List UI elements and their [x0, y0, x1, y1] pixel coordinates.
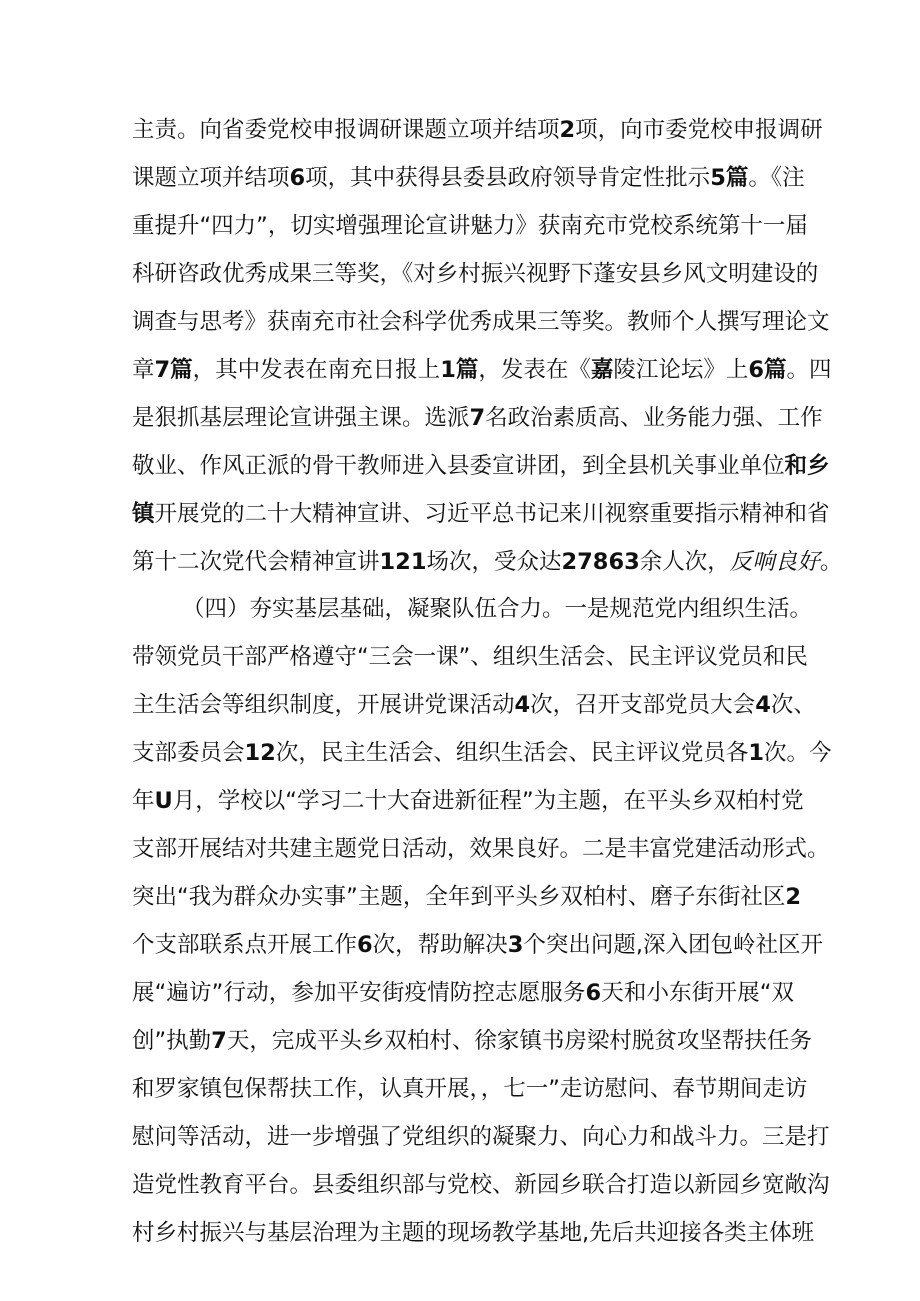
text-line — [132, 544, 843, 580]
text-run: 名政治素质高、业务能力强、工作 — [485, 405, 823, 431]
text-line — [132, 1071, 808, 1107]
text-line — [132, 160, 805, 196]
text-run: 个突出问题,深入团包岭社区开 — [523, 932, 823, 958]
text-run: 村乡村振兴与基层治理为主题的现场教学基地,先后共迎接各类主体班 — [132, 1220, 815, 1246]
text-run: 年 — [132, 788, 155, 814]
text-run: 重提升“四力”，切实增强理论宣讲魅力》获南充市党校系统第十一届 — [132, 213, 808, 239]
text-run: 主责。向省委党校申报调研课题立项并结项 — [132, 117, 560, 143]
text-run: 7 — [469, 405, 486, 431]
text-run: 27863 — [561, 549, 640, 575]
text-run: 5篇 — [710, 165, 749, 191]
text-line — [132, 496, 830, 532]
text-run: 和罗家镇包保帮扶工作，认真开展，，七一”走访慰问、春节期间走访 — [132, 1076, 808, 1102]
text-run: 章 — [132, 357, 155, 383]
text-run: 6 — [357, 932, 373, 958]
text-run: 。 — [819, 549, 843, 575]
text-run: 1 — [748, 740, 764, 766]
text-run: 支部委员会 — [132, 740, 245, 766]
text-line — [132, 1167, 830, 1203]
text-run: 7 — [211, 1028, 227, 1054]
text-run: （四）夯实基层基础，凝聚队伍合力。一是规范党内组织生活。 — [182, 596, 813, 622]
text-run: 是狠抓基层理论宣讲强主课。选派 — [132, 405, 470, 431]
text-line — [132, 879, 801, 915]
text-run: 天和小东街开展“双 — [601, 980, 794, 1006]
text-run: 3 — [507, 932, 524, 958]
text-run: 和乡 — [784, 453, 830, 479]
text-run: 开展党的二十大精神宣讲、习近平总书记来川视察重要指示精神和省 — [154, 501, 830, 527]
text-run: 余人次， — [639, 549, 730, 575]
text-run: 6 — [289, 165, 306, 191]
text-run: 造党性教育平台。县委组织部与党校、新园乡联合打造以新园乡宽敞沟 — [132, 1172, 830, 1198]
text-line — [132, 927, 823, 963]
text-run: 。四 — [786, 357, 832, 383]
text-run: 次，民主生活会、组织生活会、民主评议党员各 — [275, 740, 749, 766]
text-run: 2 — [559, 117, 576, 143]
text-run: 天，完成平头乡双柏村、徐家镇书房梁村脱贫攻坚帮扶任务 — [226, 1028, 812, 1054]
text-run: 场次，受众达 — [426, 549, 562, 575]
text-run: 敬业、作风正派的骨干教师进入县委宣讲团，到全县机关事业单位 — [132, 453, 785, 479]
text-run: 慰问等活动，进一步增强了党组织的凝聚力、向心力和战斗力。三是打 — [132, 1124, 830, 1150]
text-line — [132, 639, 808, 675]
text-run: 项，其中获得县委县政府领导肯定性批示 — [305, 165, 711, 191]
text-run: ，发表在《 — [478, 357, 591, 383]
text-run: U — [154, 788, 173, 814]
text-run: 创”执勤 — [132, 1028, 212, 1054]
text-run: 次。今 — [764, 740, 832, 766]
text-run: 调查与思考》获南充市社会科学优秀成果三等奖。教师个人撰写理论文 — [132, 309, 830, 335]
text-run: 嘉 — [590, 357, 614, 383]
text-run: 第十二次党代会精神宣讲 — [132, 549, 380, 575]
text-line — [132, 735, 832, 771]
text-line — [132, 783, 804, 819]
text-run: 次，召开支部党员大会 — [530, 692, 756, 718]
text-line — [132, 208, 808, 244]
text-run: 个支部联系点开展工作 — [132, 932, 358, 958]
text-run: 。《注 — [748, 165, 805, 191]
text-run: 项，向市委党校申报调研 — [575, 117, 823, 143]
text-run: 月，学校以“学习二十大奋进新征程”为主题，在平头乡双柏村党 — [172, 788, 804, 814]
text-run: 4 — [755, 692, 771, 718]
text-run: 2 — [785, 884, 801, 910]
text-run: 带领党员干部严格遵守“三会一课”、组织生活会、民主评议党员和民 — [132, 644, 808, 670]
text-line — [132, 1119, 830, 1155]
text-run: ，其中发表在南充日报上 — [192, 357, 441, 383]
text-run: 突出“我为群众办实事”主题，全年到平头乡双柏村、磨子东街社区 — [132, 884, 786, 910]
text-run: 支部开展结对共建主题党日活动，效果良好。二是丰富党建活动形式。 — [132, 836, 830, 862]
text-line — [132, 1215, 815, 1251]
text-run: 6 — [585, 980, 602, 1006]
text-run: 7篇 — [154, 357, 193, 383]
text-line — [132, 1023, 812, 1059]
text-run: 4 — [514, 692, 531, 718]
text-run: 陵江论坛》上 — [613, 357, 749, 383]
text-line — [132, 304, 830, 340]
text-run: 1篇 — [440, 357, 479, 383]
text-line — [132, 256, 819, 292]
text-line — [132, 448, 830, 484]
text-line — [132, 112, 823, 148]
text-run: 展“遍访”行动，参加平安街疫情防控志愿服务 — [132, 980, 586, 1006]
text-run: 镇 — [132, 501, 155, 527]
text-line — [132, 352, 832, 388]
text-run: 科研咨政优秀成果三等奖，《对乡村振兴视野下蓬安县乡风文明建设的 — [132, 261, 819, 287]
text-line — [132, 400, 823, 436]
text-line — [132, 975, 794, 1011]
text-line — [132, 687, 816, 723]
text-run: 次、 — [770, 692, 816, 718]
text-run: 次，帮助解决 — [372, 932, 508, 958]
text-line — [132, 831, 830, 867]
text-run: 121 — [379, 549, 427, 575]
text-line — [182, 591, 813, 627]
text-run: 主生活会等组织制度，开展讲党课活动 — [132, 692, 515, 718]
text-run: 反响良好 — [729, 549, 820, 575]
text-run: 课题立项并结项 — [132, 165, 290, 191]
text-run: 12 — [244, 740, 276, 766]
text-run: 6篇 — [748, 357, 787, 383]
